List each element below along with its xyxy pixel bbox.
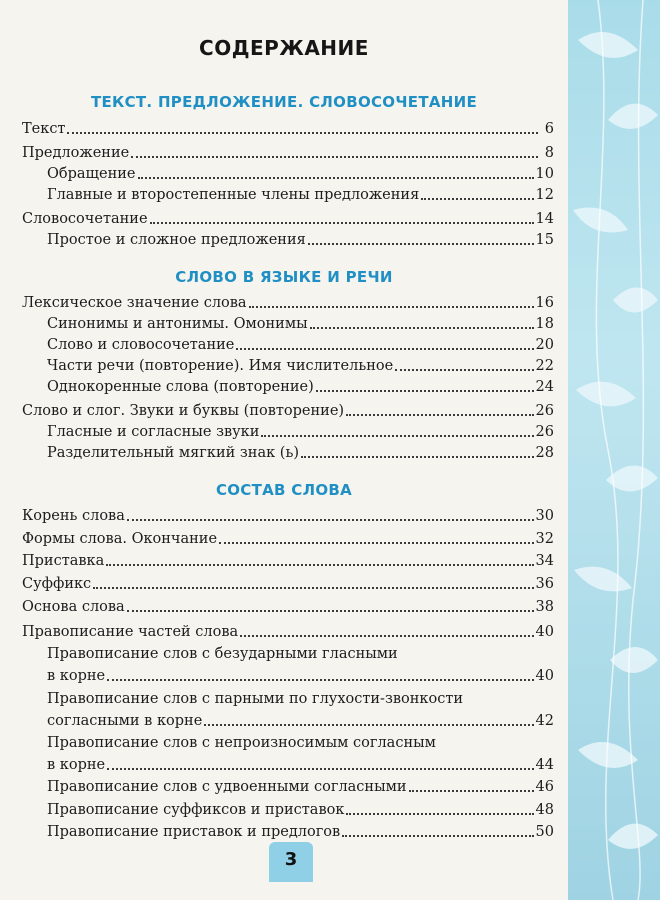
toc-entry-title: в корне	[47, 668, 106, 684]
dot-leader	[240, 635, 533, 637]
toc-entry-title: согласными в корне	[47, 713, 203, 729]
dot-leader	[395, 369, 533, 371]
toc-entry-page: 16	[535, 295, 554, 311]
toc-entry-title: Правописание слов с удвоенными согласными	[47, 779, 407, 795]
toc-entry[interactable]	[47, 752, 554, 774]
toc-entry[interactable]	[47, 353, 554, 375]
toc-entry[interactable]	[47, 182, 554, 204]
dot-leader	[316, 390, 534, 392]
toc-entry[interactable]	[47, 419, 554, 441]
toc-entry[interactable]	[22, 398, 554, 420]
toc-entry[interactable]	[47, 311, 554, 333]
dot-leader	[127, 519, 534, 521]
toc-entry-page: 36	[535, 576, 554, 592]
dot-leader	[107, 679, 533, 681]
toc-entry-title: Гласные и согласные звуки	[47, 424, 260, 440]
toc-entry-title: Основа слова	[22, 599, 125, 615]
toc-entry-page: 40	[535, 624, 554, 640]
toc-entry[interactable]	[47, 819, 554, 841]
toc-entry-page: 22	[535, 358, 554, 374]
toc-entry-title: Простое и сложное предложения	[47, 232, 306, 248]
toc-entry-title: Главные и второстепенные члены предложения	[47, 187, 420, 203]
dot-leader	[138, 177, 534, 179]
toc-entry-title: Правописание частей слова	[22, 624, 239, 640]
toc-entry-title: Лексическое значение слова	[22, 295, 247, 311]
dot-leader	[150, 222, 534, 224]
toc-entry[interactable]	[47, 730, 554, 752]
dot-leader	[106, 564, 533, 566]
toc-entry-title: Однокоренные слова (повторение)	[47, 379, 314, 395]
toc-entry-title: Синонимы и антонимы. Омонимы	[47, 316, 308, 332]
page-title: СОДЕРЖАНИЕ	[199, 36, 369, 60]
toc-entry[interactable]	[22, 526, 554, 548]
toc-entry[interactable]	[47, 663, 554, 685]
leaf-pattern-icon	[568, 0, 660, 900]
toc-entry-title: Формы слова. Окончание	[22, 531, 218, 547]
dot-leader	[308, 243, 534, 245]
dot-leader	[301, 456, 534, 458]
dot-leader	[421, 198, 533, 200]
toc-entry-title: Словосочетание	[22, 211, 148, 227]
toc-entry-page: 30	[535, 508, 554, 524]
dot-leader	[342, 835, 533, 837]
toc-entry-page: 6	[544, 121, 554, 137]
dot-leader	[107, 768, 533, 770]
toc-entry[interactable]	[47, 161, 554, 183]
dot-leader	[310, 327, 534, 329]
toc-entry[interactable]	[47, 440, 554, 462]
toc-entry-page: 26	[535, 403, 554, 419]
toc-entry-title: Правописание слов с непроизносимым согласным	[47, 735, 436, 751]
toc-entry-title: Правописание слов с парными по глухости-звонкости	[47, 691, 464, 707]
toc-entry-page: 46	[535, 779, 554, 795]
toc-entry-page: 32	[535, 531, 554, 547]
toc-entry[interactable]	[22, 548, 554, 570]
decorative-leaf-border	[568, 0, 660, 900]
toc-entry-title: Правописание суффиксов и приставок	[47, 802, 345, 818]
section-heading: СЛОВО В ЯЗЫКЕ И РЕЧИ	[175, 268, 393, 286]
toc-entry-title: Разделительный мягкий знак (ь)	[47, 445, 300, 461]
toc-entry-title: в корне	[47, 757, 106, 773]
toc-entry[interactable]	[22, 619, 554, 641]
toc-entry-page: 42	[535, 713, 554, 729]
dot-leader	[249, 306, 534, 308]
toc-entry-page: 10	[535, 166, 554, 182]
toc-entry-title: Части речи (повторение). Имя числительное	[47, 358, 394, 374]
toc-entry-page: 20	[535, 337, 554, 353]
toc-entry-page: 38	[535, 599, 554, 615]
toc-entry[interactable]	[22, 594, 554, 616]
dot-leader	[127, 610, 534, 612]
toc-entry-title: Текст	[22, 121, 66, 137]
dot-leader	[346, 414, 533, 416]
toc-entry-page: 44	[535, 757, 554, 773]
toc-entry-title: Слово и слог. Звуки и буквы (повторение)	[22, 403, 345, 419]
toc-entry-page: 40	[535, 668, 554, 684]
dot-leader	[131, 156, 538, 158]
toc-entry-title: Приставка	[22, 553, 105, 569]
dot-leader	[261, 435, 533, 437]
toc-entry-title: Правописание приставок и предлогов	[47, 824, 341, 840]
section-heading: СОСТАВ СЛОВА	[215, 481, 353, 499]
toc-entry[interactable]	[22, 503, 554, 525]
dot-leader	[236, 348, 533, 350]
toc-entry[interactable]	[47, 797, 554, 819]
toc-entry-page: 18	[535, 316, 554, 332]
toc-entry[interactable]	[47, 332, 554, 354]
dot-leader	[204, 724, 533, 726]
section-heading: ТЕКСТ. ПРЕДЛОЖЕНИЕ. СЛОВОСОЧЕТАНИЕ	[90, 93, 478, 111]
toc-entry[interactable]	[47, 374, 554, 396]
toc-entry[interactable]	[22, 571, 554, 593]
toc-entry-page: 24	[535, 379, 554, 395]
toc-entry-page: 50	[535, 824, 554, 840]
toc-entry-page: 48	[535, 802, 554, 818]
toc-entry-page: 26	[535, 424, 554, 440]
toc-entry-title: Правописание слов с безударными гласными	[47, 646, 398, 662]
toc-entry-page: 15	[535, 232, 554, 248]
toc-entry[interactable]	[22, 116, 554, 138]
toc-entry[interactable]	[47, 686, 554, 708]
toc-entry-title: Слово и словосочетание	[47, 337, 235, 353]
toc-entry-title: Суффикс	[22, 576, 92, 592]
dot-leader	[346, 813, 533, 815]
toc-entry-page: 28	[535, 445, 554, 461]
toc-entry-page: 34	[535, 553, 554, 569]
toc-entry-title: Корень слова	[22, 508, 125, 524]
dot-leader	[93, 587, 533, 589]
toc-entry[interactable]	[47, 774, 554, 796]
dot-leader	[219, 542, 533, 544]
toc-entry[interactable]	[47, 641, 554, 663]
page-number: 3	[269, 842, 313, 882]
toc-entry-title: Обращение	[47, 166, 136, 182]
toc-entry-page: 8	[544, 145, 554, 161]
toc-entry-title: Предложение	[22, 145, 130, 161]
toc-entry[interactable]	[47, 708, 554, 730]
toc-entry[interactable]	[47, 227, 554, 249]
dot-leader	[409, 790, 534, 792]
toc-entry-page: 12	[535, 187, 554, 203]
toc-entry-page: 14	[535, 211, 554, 227]
toc-entry[interactable]	[22, 140, 554, 162]
toc-entry[interactable]	[22, 290, 554, 312]
dot-leader	[67, 132, 538, 134]
toc-entry[interactable]	[22, 206, 554, 228]
